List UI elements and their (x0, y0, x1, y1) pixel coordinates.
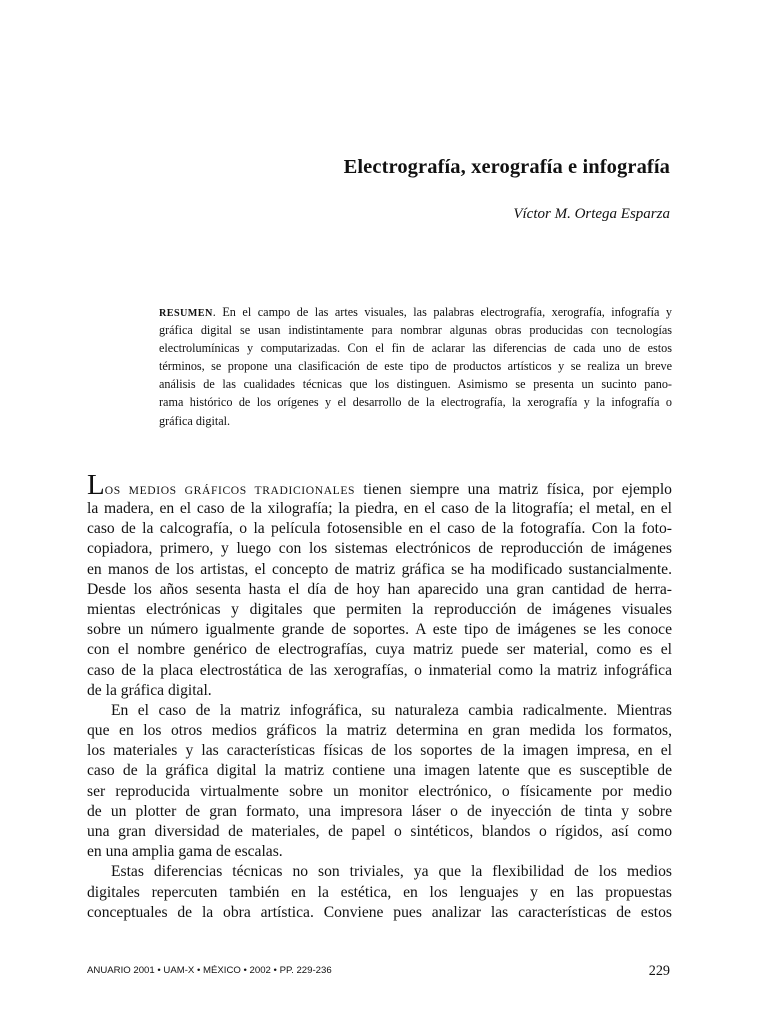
opening-line-text: tienen siempre una matriz física, por ejemplo (355, 481, 672, 498)
body-line: ser reproducida virtualmente sobre un monitor electrónico, o físicamente por medio (87, 782, 672, 800)
abstract-line: electrolumínicas y computarizadas. Con el fin de aclarar las diferencias de cada uno de estos (159, 341, 672, 356)
body-line: con el nombre genérico de electrografías, cuya matriz puede ser material, como es el (87, 641, 672, 659)
body-line: Estas diferencias técnicas no son triviales, ya que la flexibilidad de los medios (111, 863, 672, 881)
abstract (159, 303, 672, 430)
body-line: de un plotter de gran formato, una impresora láser o de inyección de tinta y sobre (87, 802, 672, 820)
abstract-line: términos, se propone una clasificación de este tipo de productos artísticos y se realiza un breve (159, 359, 672, 374)
opening-small-caps: OS MEDIOS GRÁFICOS TRADICIONALES (104, 484, 356, 497)
body-line: Desde los años sesenta hasta el día de hoy han aparecido una gran cantidad de herra- (87, 580, 672, 598)
body-line: caso de la calcografía, o la película fotosensible en el caso de la fotografía. Con la foto- (87, 520, 672, 538)
drop-cap: L (87, 469, 105, 501)
body-line: que en los otros medios gráficos la matriz determina en gran medida los formatos, (87, 722, 672, 740)
abstract-line: análisis de las cualidades técnicas que los distinguen. Asimismo se presenta un sucinto pano- (159, 377, 672, 392)
page-number: 229 (648, 963, 670, 979)
article-title: Electrografía, xerografía e infografía (343, 156, 670, 178)
footer-citation: ANUARIO 2001 • UAM-X • MÉXICO • 2002 • PP. 229-236 (87, 965, 332, 976)
body-line: los materiales y las características físicas de los soportes de la imagen impresa, en el (87, 742, 672, 760)
body-line: la madera, en el caso de la xilografía; la piedra, en el caso de la litografía; el metal, en el (87, 500, 672, 517)
body-line: caso de la gráfica digital la matriz contiene una imagen latente que es susceptible de (87, 762, 672, 780)
body-line: en manos de los artistas, el concepto de matriz gráfica se ha modificado sustancialmente. (87, 560, 672, 578)
body-line: en una amplia gama de escalas. (87, 843, 283, 861)
body-line-opening (87, 469, 672, 501)
abstract-line: gráfica digital se usan indistintamente para nombrar algunas obras producidas con tecnologías (159, 323, 672, 338)
body-line: una gran diversidad de materiales, de papel o sintéticos, blandos o rígidos, así como (87, 823, 672, 840)
body-line: caso de la placa electrostática de las xerografías, o inmaterial como la matriz infográfica (87, 661, 672, 679)
abstract-label: RESUMEN (159, 308, 213, 319)
body-line: mientas electrónicas y digitales que permiten la reproducción de imágenes visuales (87, 600, 672, 618)
body-line: de la gráfica digital. (87, 681, 212, 699)
abstract-line (159, 303, 672, 321)
body-line: digitales repercuten también en la estética, en los lenguajes y en las propuestas (87, 883, 672, 901)
article-author: Víctor M. Ortega Esparza (513, 206, 670, 222)
body-line: copiadora, primero, y luego con los sistemas electrónicos de reproducción de imágenes (87, 540, 672, 558)
abstract-line: gráfica digital. (159, 413, 231, 428)
body-line: sobre un número igualmente grande de soportes. A este tipo de imágenes se les conoce (87, 621, 672, 639)
article-body (87, 469, 672, 923)
abstract-line-text: . En el campo de las artes visuales, las palabras electrografía, xerografía, infografía y (212, 305, 672, 319)
body-line: En el caso de la matriz infográfica, su naturaleza cambia radicalmente. Mientras (111, 701, 672, 719)
body-line: conceptuales de la obra artística. Conviene pues analizar las características de estos (87, 903, 672, 921)
abstract-line: rama histórico de los orígenes y el desarrollo de la electrografía, la xerografía y la infografía o (159, 395, 672, 410)
